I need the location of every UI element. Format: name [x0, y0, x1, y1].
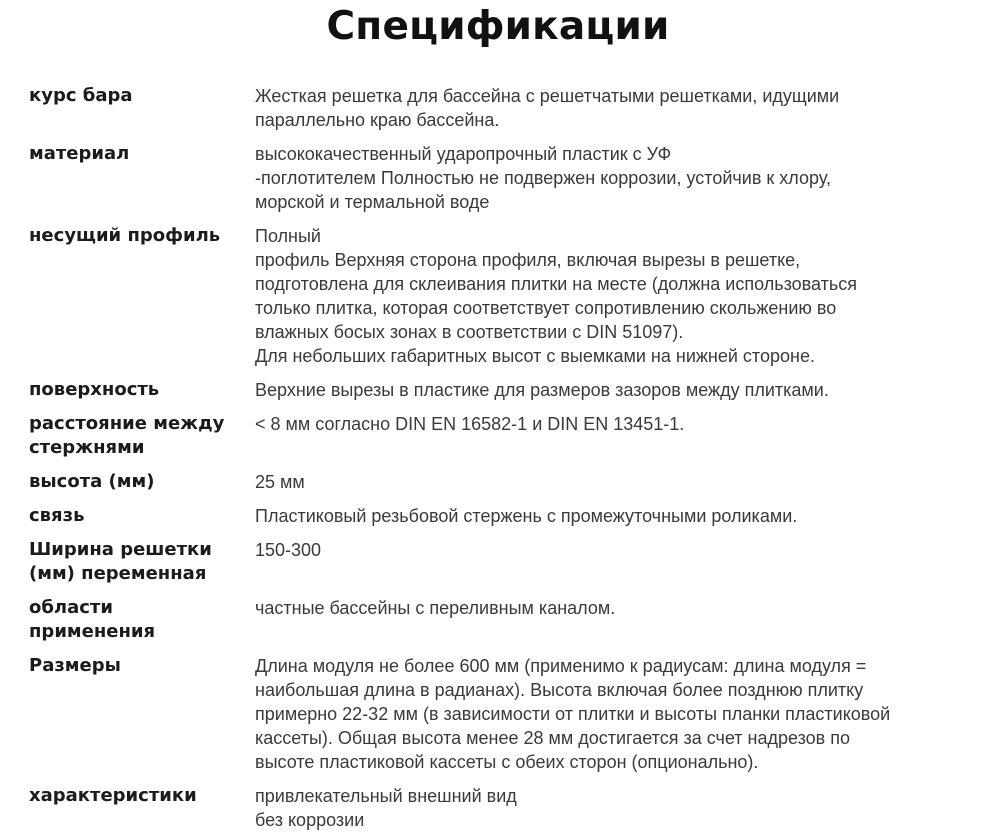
spec-value-line: Для небольших габаритных высот с выемками на нижней стороне.	[255, 346, 815, 366]
spec-label-line: высота (мм)	[29, 471, 155, 492]
spec-value	[255, 654, 989, 784]
spec-label	[29, 470, 255, 504]
spec-value-line: морской и термальной воде	[255, 192, 490, 212]
spec-value	[255, 84, 989, 142]
spec-row	[29, 378, 989, 412]
spec-value	[255, 784, 989, 840]
spec-row	[29, 470, 989, 504]
spec-value-line: подготовлена для склеивания плитки на месте (должна использоваться	[255, 274, 858, 294]
spec-label-line: поверхность	[29, 379, 160, 400]
spec-label-line: курс бара	[29, 85, 133, 106]
spec-value-line: Верхние вырезы в пластике для размеров зазоров между плитками.	[255, 380, 829, 400]
spec-value-line: параллельно краю бассейна.	[255, 110, 500, 130]
spec-label-line: связь	[29, 505, 85, 526]
spec-label-line: применения	[29, 621, 156, 642]
spec-value-line: Длина модуля не более 600 мм (применимо к радиусам: длина модуля =	[255, 656, 867, 676]
spec-value-line: < 8 мм согласно DIN EN 16582-1 и DIN EN 13451-1.	[255, 414, 685, 434]
spec-value-line: влажных босых зонах в соответствии с DIN 51097).	[255, 322, 684, 342]
spec-label	[29, 142, 255, 224]
spec-label-line: характеристики	[29, 785, 197, 806]
page-title: Спецификации	[326, 4, 670, 49]
spec-value	[255, 504, 989, 538]
spec-value-line: Пластиковый резьбовой стержень с промежуточными роликами.	[255, 506, 798, 526]
spec-label	[29, 596, 255, 654]
spec-value	[255, 378, 989, 412]
spec-label	[29, 784, 255, 840]
spec-value-line: высоте пластиковой кассеты с обеих сторон (опционально).	[255, 752, 759, 772]
spec-value-line: 150-300	[255, 540, 322, 560]
spec-label	[29, 538, 255, 596]
spec-value	[255, 470, 989, 504]
spec-value-line: кассеты). Общая высота менее 28 мм достигается за счет надрезов по	[255, 728, 851, 748]
spec-value-line: Жесткая решетка для бассейна с решетчатыми решетками, идущими	[255, 86, 840, 106]
spec-value-line: привлекательный внешний вид	[255, 786, 517, 806]
spec-value-line: частные бассейны с переливным каналом.	[255, 598, 616, 618]
spec-value-line: -поглотителем Полностью не подвержен коррозии, устойчив к хлору,	[255, 168, 831, 188]
spec-value-line: только плитка, которая соответствует сопротивлению скольжению во	[255, 298, 837, 318]
spec-row	[29, 224, 989, 378]
spec-value	[255, 596, 989, 654]
spec-label	[29, 378, 255, 412]
spec-value-line: без коррозии	[255, 810, 365, 830]
spec-value	[255, 142, 989, 224]
spec-label-line: несущий профиль	[29, 225, 221, 246]
spec-row	[29, 538, 989, 596]
spec-row	[29, 504, 989, 538]
spec-row	[29, 784, 989, 840]
spec-row	[29, 84, 989, 142]
spec-value-line: высококачественный ударопрочный пластик с УФ	[255, 144, 672, 164]
spec-row	[29, 412, 989, 470]
spec-label-line: стержнями	[29, 437, 145, 458]
spec-label-line: области	[29, 597, 113, 618]
spec-value-line: 25 мм	[255, 472, 305, 492]
spec-value	[255, 412, 989, 470]
spec-label-line: Ширина решетки	[29, 539, 212, 560]
specifications-body	[29, 84, 989, 840]
spec-row	[29, 142, 989, 224]
spec-value	[255, 224, 989, 378]
spec-label-line: (мм) переменная	[29, 563, 207, 584]
spec-value-line: Полный	[255, 226, 321, 246]
spec-label	[29, 224, 255, 378]
spec-value-line: профиль Верхняя сторона профиля, включая вырезы в решетке,	[255, 250, 801, 270]
spec-label	[29, 504, 255, 538]
spec-label	[29, 412, 255, 470]
spec-label	[29, 654, 255, 784]
spec-label-line: Размеры	[29, 655, 121, 676]
spec-row	[29, 596, 989, 654]
specifications-table	[29, 84, 989, 840]
spec-label-line: материал	[29, 143, 130, 164]
spec-value	[255, 538, 989, 596]
spec-label-line: расстояние между	[29, 413, 225, 434]
spec-value-line: примерно 22-32 мм (в зависимости от плитки и высоты планки пластиковой	[255, 704, 891, 724]
spec-row	[29, 654, 989, 784]
spec-label	[29, 84, 255, 142]
spec-value-line: наибольшая длина в радианах). Высота включая более позднюю плитку	[255, 680, 864, 700]
